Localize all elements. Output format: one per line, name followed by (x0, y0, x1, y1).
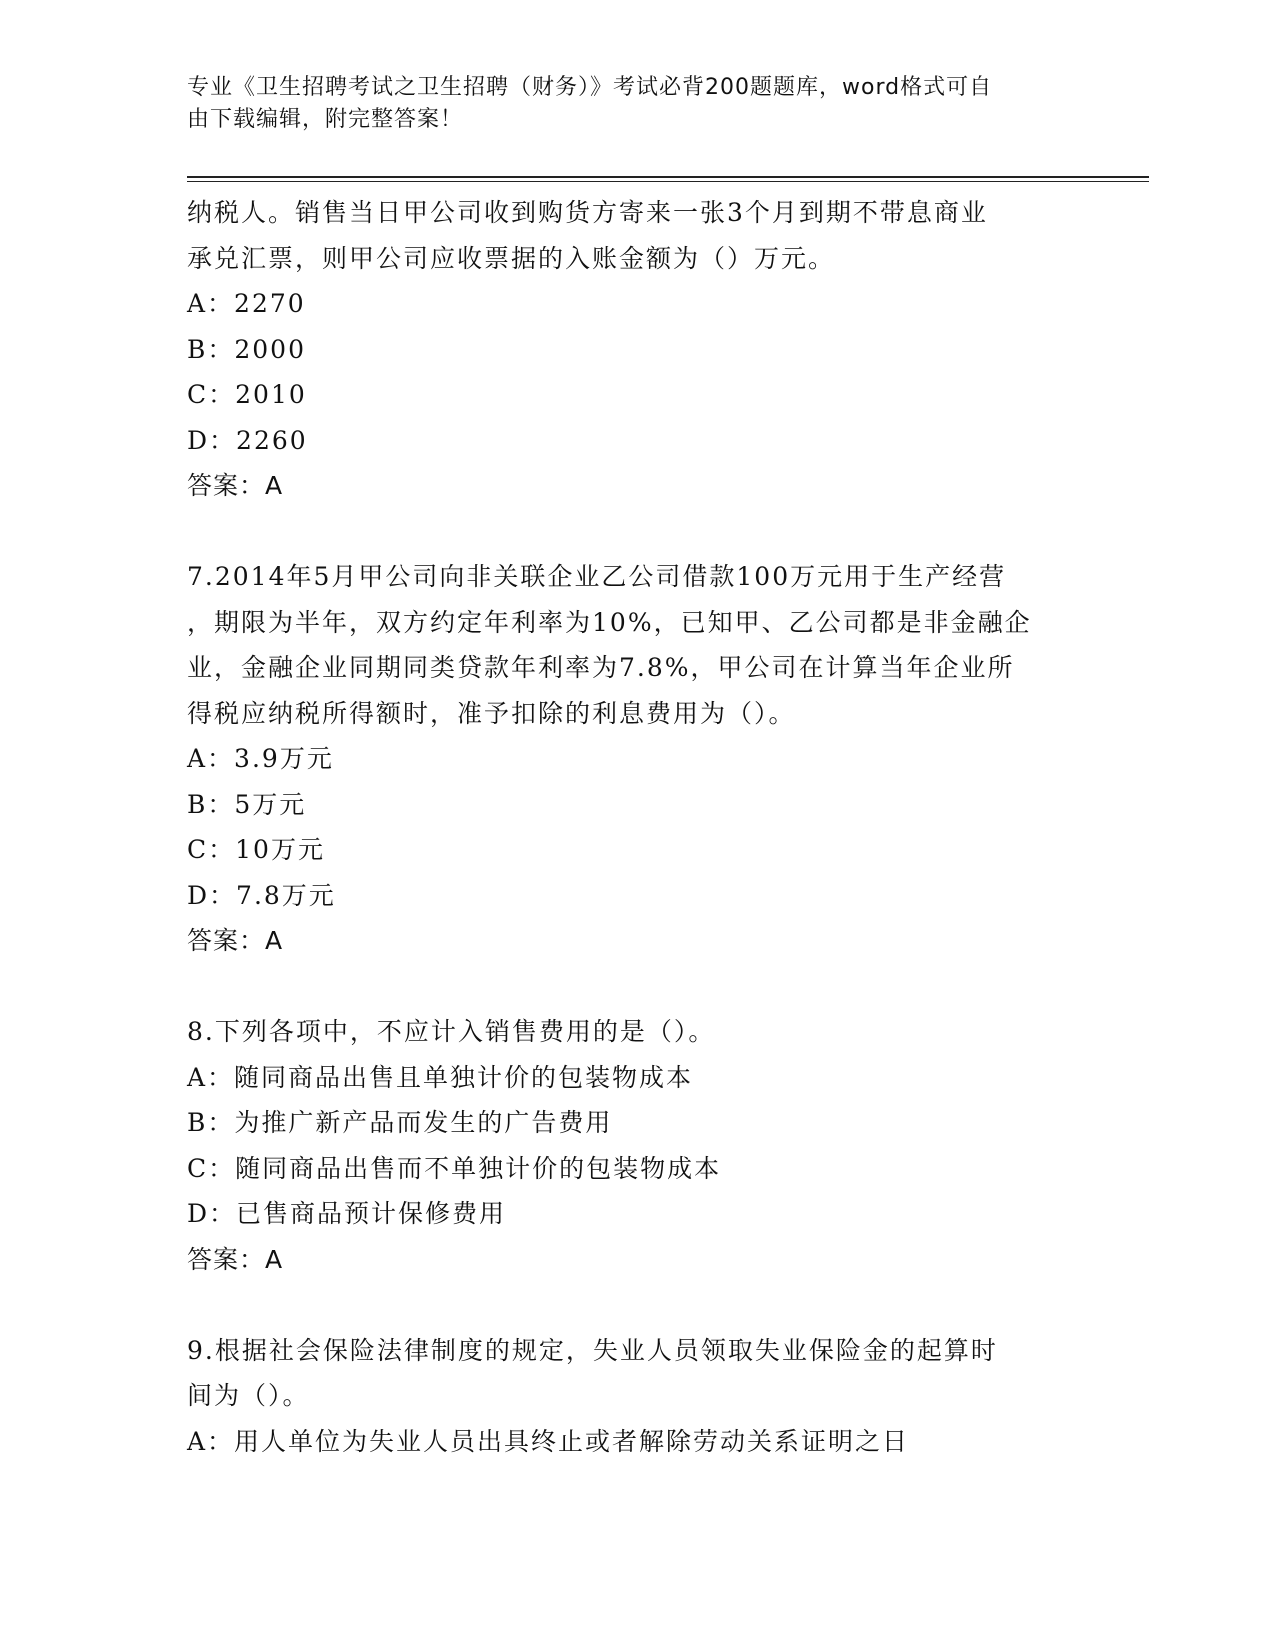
question-stem-line: 9.根据社会保险法律制度的规定，失业人员领取失业保险金的起算时 (187, 1335, 998, 1365)
question-stem-line: 得税应纳税所得额时，准予扣除的利息费用为（）。 (187, 698, 796, 728)
option-d: D：2260 (187, 425, 308, 455)
question-stem-line: 7.2014年5月甲公司向非关联企业乙公司借款100万元用于生产经营 (187, 562, 1007, 591)
question-block (187, 1328, 1087, 1465)
option-b: B：5万元 (187, 789, 307, 819)
option-a: A：3.9万元 (187, 744, 334, 773)
question-block (187, 1009, 1087, 1282)
question-stem-line: ，期限为半年，双方约定年利率为10%，已知甲、乙公司都是非金融企 (187, 607, 1032, 637)
option-b: B：2000 (187, 334, 306, 364)
option-c: C：2010 (187, 380, 307, 409)
header-rule-thin (187, 181, 1149, 182)
option-d: D：已售商品预计保修费用 (187, 1199, 507, 1228)
question-stem-line: 承兑汇票，则甲公司应收票据的入账金额为（）万元。 (187, 243, 836, 273)
option-c: C：随同商品出售而不单独计价的包装物成本 (187, 1153, 722, 1183)
spacer (187, 1282, 1087, 1328)
option-d: D：7.8万元 (187, 880, 336, 910)
option-a: A：随同商品出售且单独计价的包装物成本 (187, 1062, 694, 1092)
header-rule (187, 176, 1149, 178)
header-title-line: 由下载编辑，附完整答案！ (187, 107, 464, 132)
header-title-line: 专业《卫生招聘考试之卫生招聘（财务）》考试必背200题题库，word格式可自 (187, 75, 993, 100)
question-block (187, 190, 1087, 509)
question-list (187, 190, 1087, 1464)
spacer (187, 509, 1087, 555)
question-stem-line: 业，金融企业同期同类贷款年利率为7.8%，甲公司在计算当年企业所 (187, 653, 1015, 682)
option-c: C：10万元 (187, 835, 325, 864)
document-header (187, 72, 1087, 136)
answer-line: 答案：A (187, 926, 284, 955)
option-b: B：为推广新产品而发生的广告费用 (187, 1108, 613, 1137)
answer-line: 答案：A (187, 1244, 284, 1274)
question-block (187, 554, 1087, 964)
option-a: A：2270 (187, 289, 306, 318)
option-a: A：用人单位为失业人员出具终止或者解除劳动关系证明之日 (187, 1426, 910, 1456)
spacer (187, 964, 1087, 1010)
question-stem-line: 间为（）。 (187, 1381, 310, 1410)
question-stem-line: 8.下列各项中，不应计入销售费用的是（）。 (187, 1017, 716, 1046)
question-stem-line: 纳税人。销售当日甲公司收到购货方寄来一张3个月到期不带息商业 (187, 198, 988, 227)
answer-line: 答案：A (187, 471, 284, 500)
